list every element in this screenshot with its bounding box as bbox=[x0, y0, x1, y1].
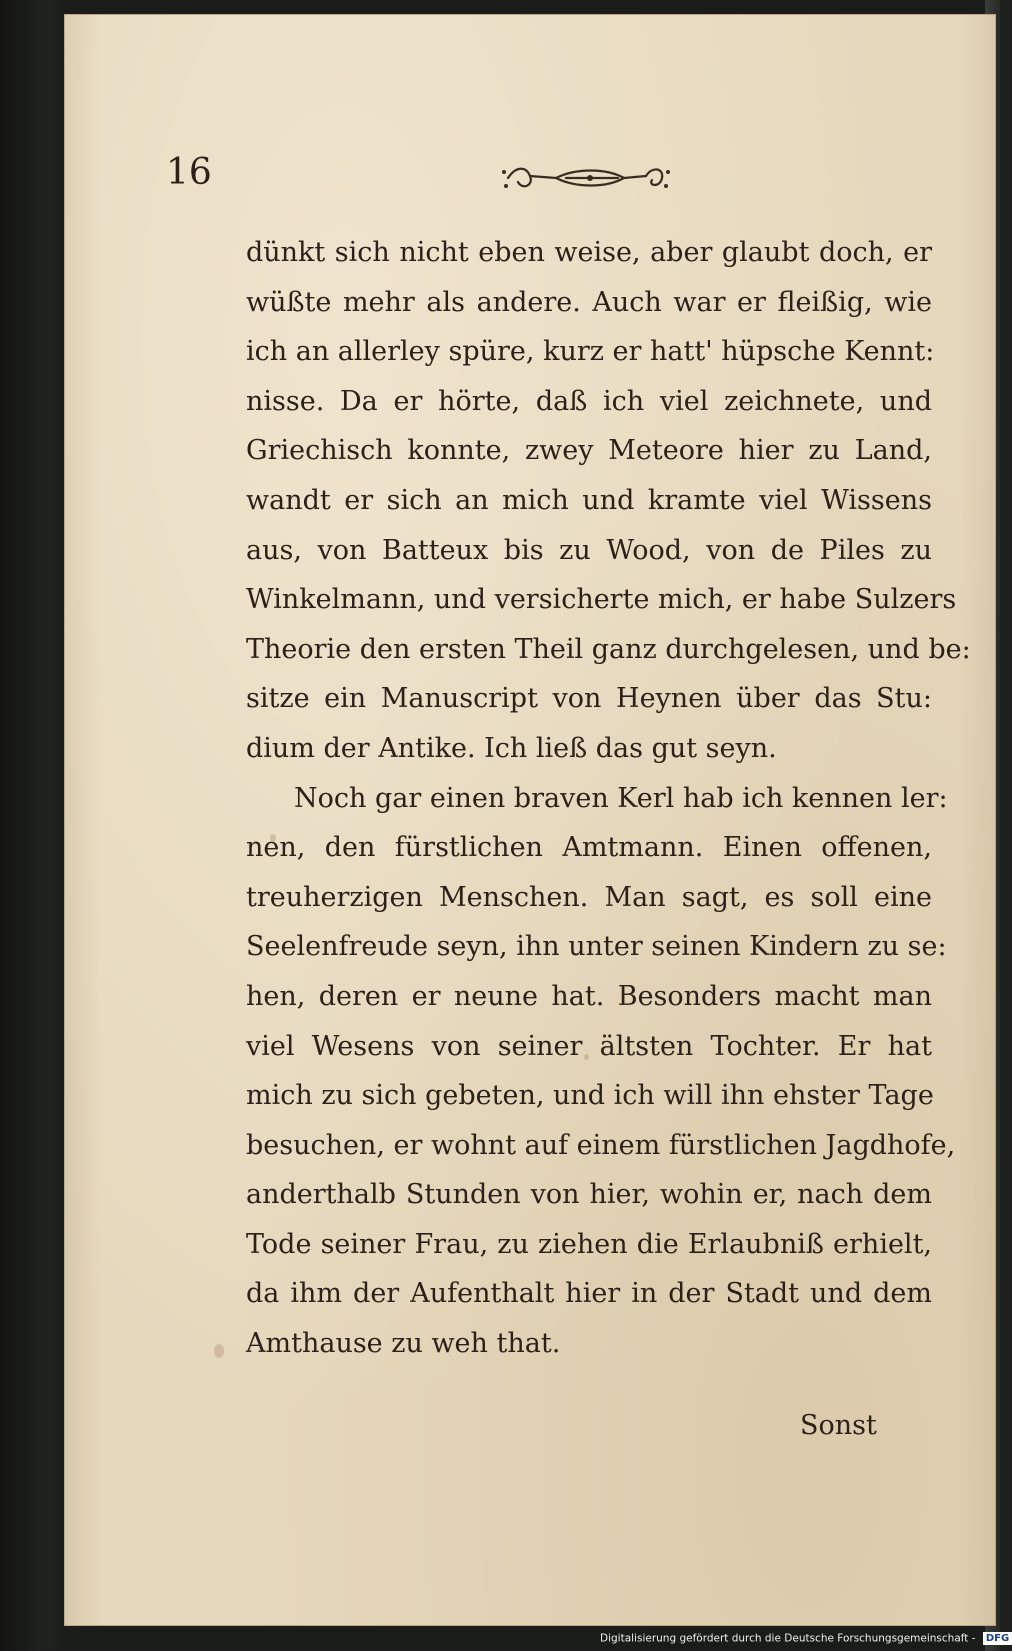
text-line: anderthalb Stunden von hier, wohin er, nach dem bbox=[246, 1179, 932, 1211]
digitization-credit bbox=[600, 1632, 1010, 1649]
text-line: mich zu sich gebeten, und ich will ihn ehster Tage bbox=[246, 1080, 934, 1112]
text-line: hen, deren er neune hat. Besonders macht man bbox=[246, 980, 932, 1012]
text-line: Theorie den ersten Theil ganz durchgelesen, und be: bbox=[246, 633, 971, 665]
text-line: Amthause zu weh that. bbox=[246, 1328, 561, 1360]
text-line: wandt er sich an mich und kramte viel Wissens bbox=[246, 484, 932, 516]
text-line: nisse. Da er hörte, daß ich viel zeichnete, und bbox=[246, 385, 932, 417]
foxing-spot bbox=[214, 1344, 224, 1358]
text-line: aus, von Batteux bis zu Wood, von de Piles zu bbox=[246, 534, 932, 566]
text-line: dium der Antike. Ich ließ das gut seyn. bbox=[246, 732, 777, 764]
credit-text: Digitalisierung gefördert durch die Deutsche Forschungsgemeinschaft - bbox=[600, 1632, 976, 1645]
text-line: Noch gar einen braven Kerl hab ich kennen ler: bbox=[294, 782, 948, 814]
text-line: dünkt sich nicht eben weise, aber glaubt doch, er bbox=[246, 237, 932, 268]
ornament-vignette-icon bbox=[496, 158, 676, 198]
page-body bbox=[246, 228, 971, 1369]
text-line: viel Wesens von seiner ältsten Tochter. Er hat bbox=[246, 1030, 932, 1062]
text-line: sitze ein Manuscript von Heynen über das Stu: bbox=[246, 683, 932, 715]
running-head bbox=[166, 150, 926, 210]
text-line: Griechisch konnte, zwey Meteore hier zu Land, bbox=[246, 435, 932, 467]
dfg-logo: DFG bbox=[983, 1632, 1012, 1645]
text-line: besuchen, er wohnt auf einem fürstlichen Jagdhofe, bbox=[246, 1129, 956, 1161]
text-line: Tode seiner Frau, zu ziehen die Erlaubniß erhielt, bbox=[246, 1228, 932, 1260]
page-number: 16 bbox=[166, 152, 212, 193]
catchword: Sonst bbox=[800, 1410, 877, 1441]
text-line: ich an allerley spüre, kurz er hatt' hüpsche Kennt: bbox=[246, 336, 935, 368]
text-line: da ihm der Aufenthalt hier in der Stadt und dem bbox=[246, 1278, 932, 1310]
text-line: wüßte mehr als andere. Auch war er fleißig, wie bbox=[246, 286, 932, 318]
text-line: Seelenfreude seyn, ihn unter seinen Kindern zu se: bbox=[246, 931, 947, 963]
text-line: nen, den fürstlichen Amtmann. Einen offenen, bbox=[246, 832, 932, 864]
text-line: Winkelmann, und versicherte mich, er habe Sulzers bbox=[246, 584, 957, 616]
text-line: treuherzigen Menschen. Man sagt, es soll eine bbox=[246, 881, 932, 913]
